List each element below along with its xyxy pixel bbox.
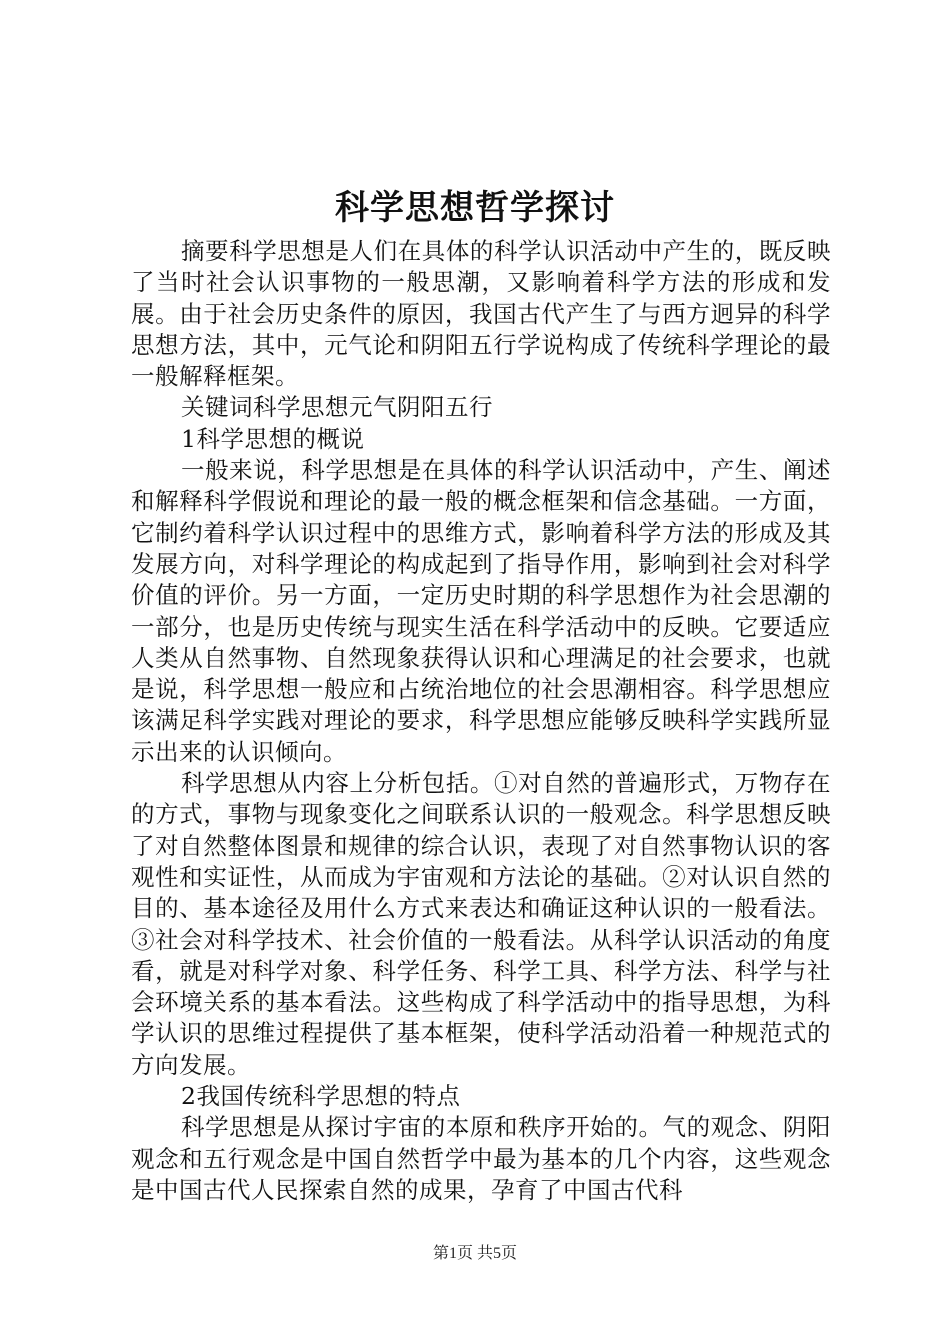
page-footer: 第1页 共5页 xyxy=(432,1245,517,1262)
body-paragraph: 科学思想从内容上分析包括。①对自然的普遍形式，万物存在的方式，事物与现象变化之间联系认识的一般观念。科学思想反映了对自然整体图景和规律的综合认识，表现了对自然事物认识的客观性和实证性，从而成为宇宙观和方法论的基础。②对认识自然的目的、基本途径及用什么方式来表达和确证这种认识的一般看法。③社会对科学技术、社会价值的一般看法。从科学认识活动的角度看，就是对科学对象、科学任务、科学工具、科学方法、科学与社会环境关系的基本看法。这些构成了科学活动中的指导思想，为科学认识的思维过程提供了基本框架，使科学活动沿着一种规范式的方向发展。 xyxy=(131,769,831,1079)
section-heading-2: 2我国传统科学思想的特点 xyxy=(181,1082,461,1111)
abstract-paragraph: 摘要科学思想是人们在具体的科学认识活动中产生的，既反映了当时社会认识事物的一般思潮，又影响着科学方法的形成和发展。由于社会历史条件的原因，我国古代产生了与西方迥异的科学思想方法，其中，元气论和阴阳五行学说构成了传统科学理论的最一般解释框架。 xyxy=(131,237,831,391)
document-title: 科学思想哲学探讨 xyxy=(335,188,615,228)
body-paragraph: 科学思想是从探讨宇宙的本原和秩序开始的。气的观念、阴阳观念和五行观念是中国自然哲学中最为基本的几个内容，这些观念是中国古代人民探索自然的成果，孕育了中国古代科 xyxy=(131,1113,831,1204)
document-body xyxy=(131,236,831,1206)
section-heading-1: 1科学思想的概说 xyxy=(181,424,365,453)
keywords-line: 关键词科学思想元气阴阳五行 xyxy=(181,393,493,422)
body-paragraph: 一般来说，科学思想是在具体的科学认识活动中，产生、阐述和解释科学假说和理论的最一般的概念框架和信念基础。一方面，它制约着科学认识过程中的思维方式，影响着科学方法的形成及其发展方向，对科学理论的构成起到了指导作用，影响到社会对科学价值的评价。另一方面，一定历史时期的科学思想作为社会思潮的一部分，也是历史传统与现实生活在科学活动中的反映。它要适应人类从自然事物、自然现象获得认识和心理满足的社会要求，也就是说，科学思想一般应和占统治地位的社会思潮相容。科学思想应该满足科学实践对理论的要求，科学思想应能够反映科学实践所显示出来的认识倾向。 xyxy=(131,456,831,766)
